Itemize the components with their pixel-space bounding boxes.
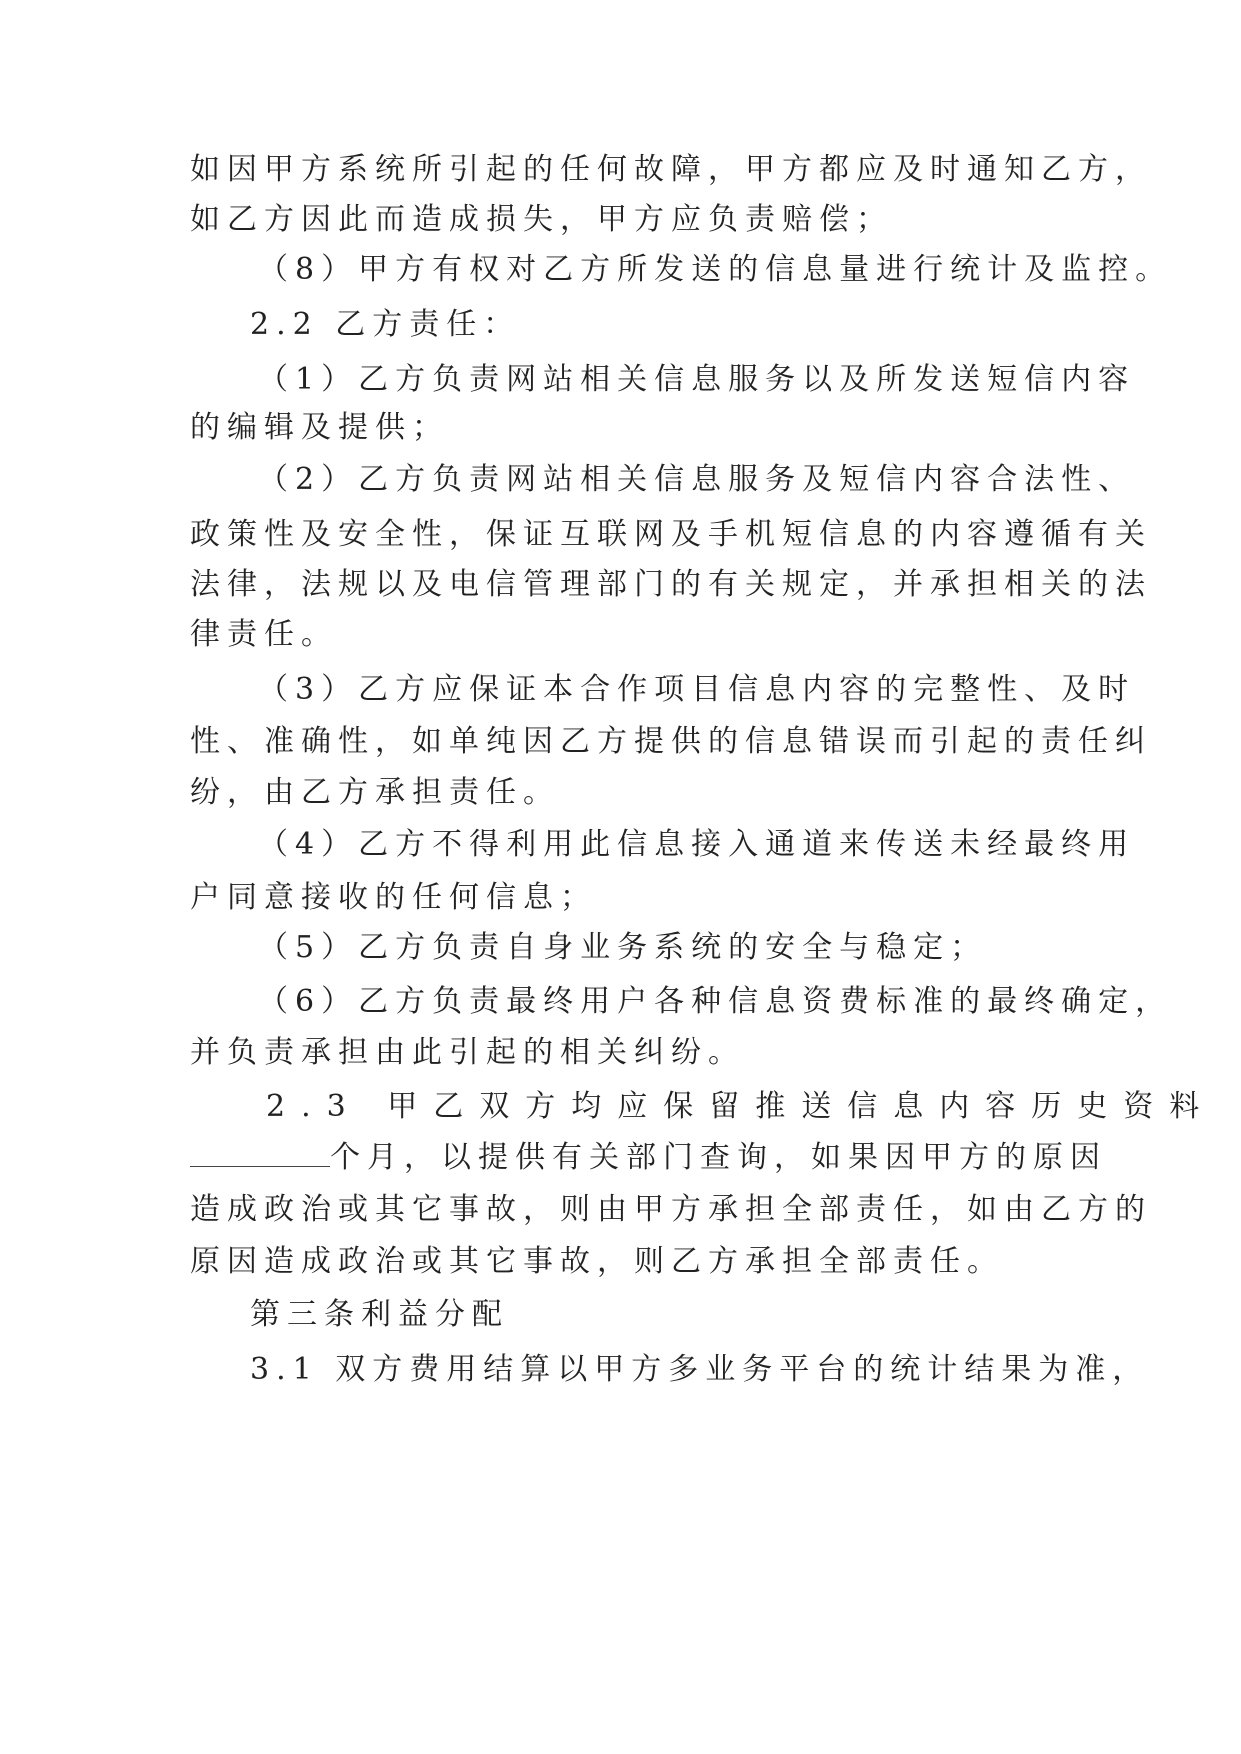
text-line: 并负责承担由此引起的相关纠纷。	[190, 1035, 745, 1070]
text-line: （3）乙方应保证本合作项目信息内容的完整性、及时	[258, 672, 1136, 707]
text-line: 如乙方因此而造成损失，甲方应负责赔偿；	[190, 202, 893, 237]
text-line: 纷，由乙方承担责任。	[190, 775, 560, 810]
text-line: （2）乙方负责网站相关信息服务及短信内容合法性、	[258, 462, 1136, 497]
text-line: 2.3 甲乙双方均应保留推送信息内容历史资料	[266, 1089, 1216, 1124]
text-line: 律责任。	[190, 617, 338, 652]
text-line-with-blank	[190, 1138, 1107, 1178]
article-heading: 第三条利益分配	[250, 1297, 509, 1332]
text-line: （4）乙方不得利用此信息接入通道来传送未经最终用	[258, 827, 1136, 862]
text-line: （6）乙方负责最终用户各种信息资费标准的最终确定，	[258, 984, 1173, 1019]
text-line: 原因造成政治或其它事故，则乙方承担全部责任。	[190, 1244, 1004, 1279]
text-line: 户同意接收的任何信息；	[190, 880, 597, 915]
text-line: 法律，法规以及电信管理部门的有关规定，并承担相关的法	[190, 567, 1152, 602]
text-line: 如因甲方系统所引起的任何故障，甲方都应及时通知乙方，	[190, 152, 1152, 187]
text-line: 造成政治或其它事故，则由甲方承担全部责任，如由乙方的	[190, 1192, 1152, 1227]
text-line: （1）乙方负责网站相关信息服务以及所发送短信内容	[258, 362, 1136, 397]
text-line: （5）乙方负责自身业务系统的安全与稳定；	[258, 930, 988, 965]
text-segment: 个月，以提供有关部门查询，如果因甲方的原因	[330, 1140, 1107, 1175]
fill-in-blank	[190, 1144, 330, 1167]
text-line: （8）甲方有权对乙方所发送的信息量进行统计及监控。	[258, 252, 1173, 287]
text-line: 的编辑及提供；	[190, 410, 449, 445]
text-line: 性、准确性，如单纯因乙方提供的信息错误而引起的责任纠	[190, 724, 1152, 759]
text-line: 政策性及安全性，保证互联网及手机短信息的内容遵循有关	[190, 517, 1152, 552]
text-line: 3.1 双方费用结算以甲方多业务平台的统计结果为准，	[250, 1352, 1150, 1387]
section-heading: 2.2 乙方责任：	[250, 307, 521, 342]
